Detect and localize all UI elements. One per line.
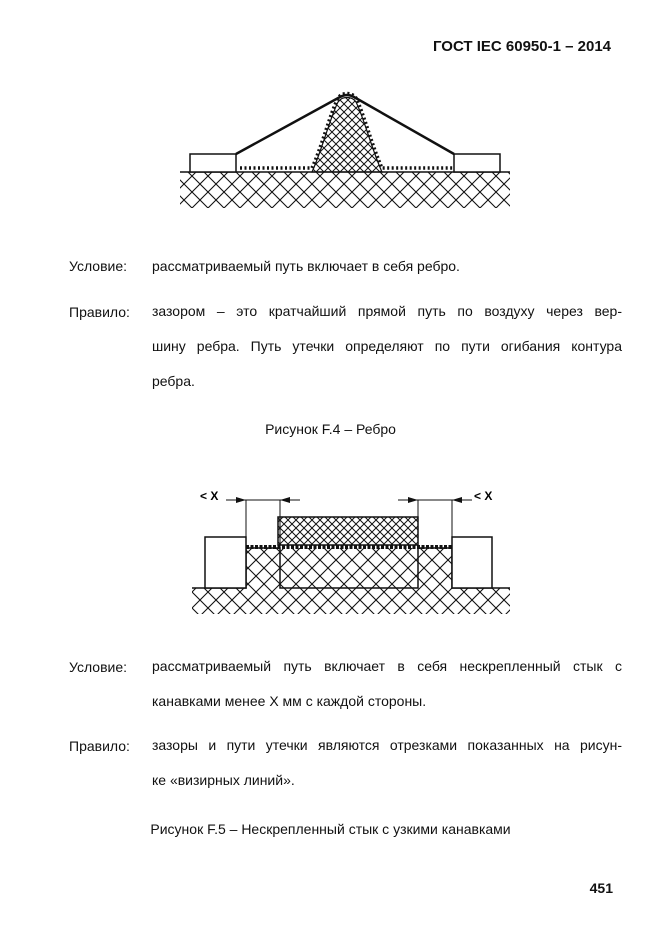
standard-header: ГОСТ IEC 60950-1 – 2014 bbox=[432, 38, 611, 55]
f5-left-conductor bbox=[205, 537, 246, 588]
figure-f4-diagram bbox=[170, 85, 520, 215]
f4-rule-line: ребра. bbox=[152, 373, 195, 389]
f5-condition-text bbox=[152, 649, 622, 719]
f5-right-dim-label: < X bbox=[474, 489, 493, 503]
f5-rule-text bbox=[152, 728, 622, 798]
f5-rule-line: зазоры и пути утечки являются отрезками показанных на рисун- bbox=[152, 737, 622, 753]
f5-condition-line: канавками менее X мм с каждой стороны. bbox=[152, 693, 427, 709]
f4-condition-label: Условие: bbox=[69, 258, 128, 274]
f5-right-conductor bbox=[452, 537, 492, 588]
f5-caption: Рисунок F.5 – Нескрепленный стык с узкими канавками bbox=[150, 821, 511, 837]
figure-f5-diagram bbox=[185, 480, 515, 620]
f5-top-block bbox=[278, 517, 418, 545]
f4-left-conductor bbox=[190, 154, 236, 172]
f5-condition-line: рассматриваемый путь включает в себя нескрепленный стык с bbox=[152, 658, 622, 674]
f5-left-dim-label: < X bbox=[200, 489, 219, 503]
f5-rule-line: ке «визирных линий». bbox=[152, 772, 295, 788]
page-number: 451 bbox=[589, 880, 613, 896]
f4-rule-text bbox=[152, 294, 622, 399]
f4-rule-label: Правило: bbox=[69, 304, 130, 320]
f4-rib bbox=[312, 98, 382, 173]
f4-right-conductor bbox=[454, 154, 500, 172]
f4-caption: Рисунок F.4 – Ребро bbox=[265, 421, 396, 437]
f4-condition-text: рассматриваемый путь включает в себя ребро. bbox=[152, 258, 460, 274]
f4-rule-line: шину ребра. Путь утечки определяют по пути огибания контура bbox=[152, 338, 622, 354]
f4-rule-line: зазором – это кратчайший прямой путь по воздуху через вер- bbox=[152, 303, 622, 319]
f5-rule-label: Правило: bbox=[69, 738, 130, 754]
f4-base bbox=[180, 172, 510, 208]
f5-condition-label: Условие: bbox=[69, 659, 128, 675]
